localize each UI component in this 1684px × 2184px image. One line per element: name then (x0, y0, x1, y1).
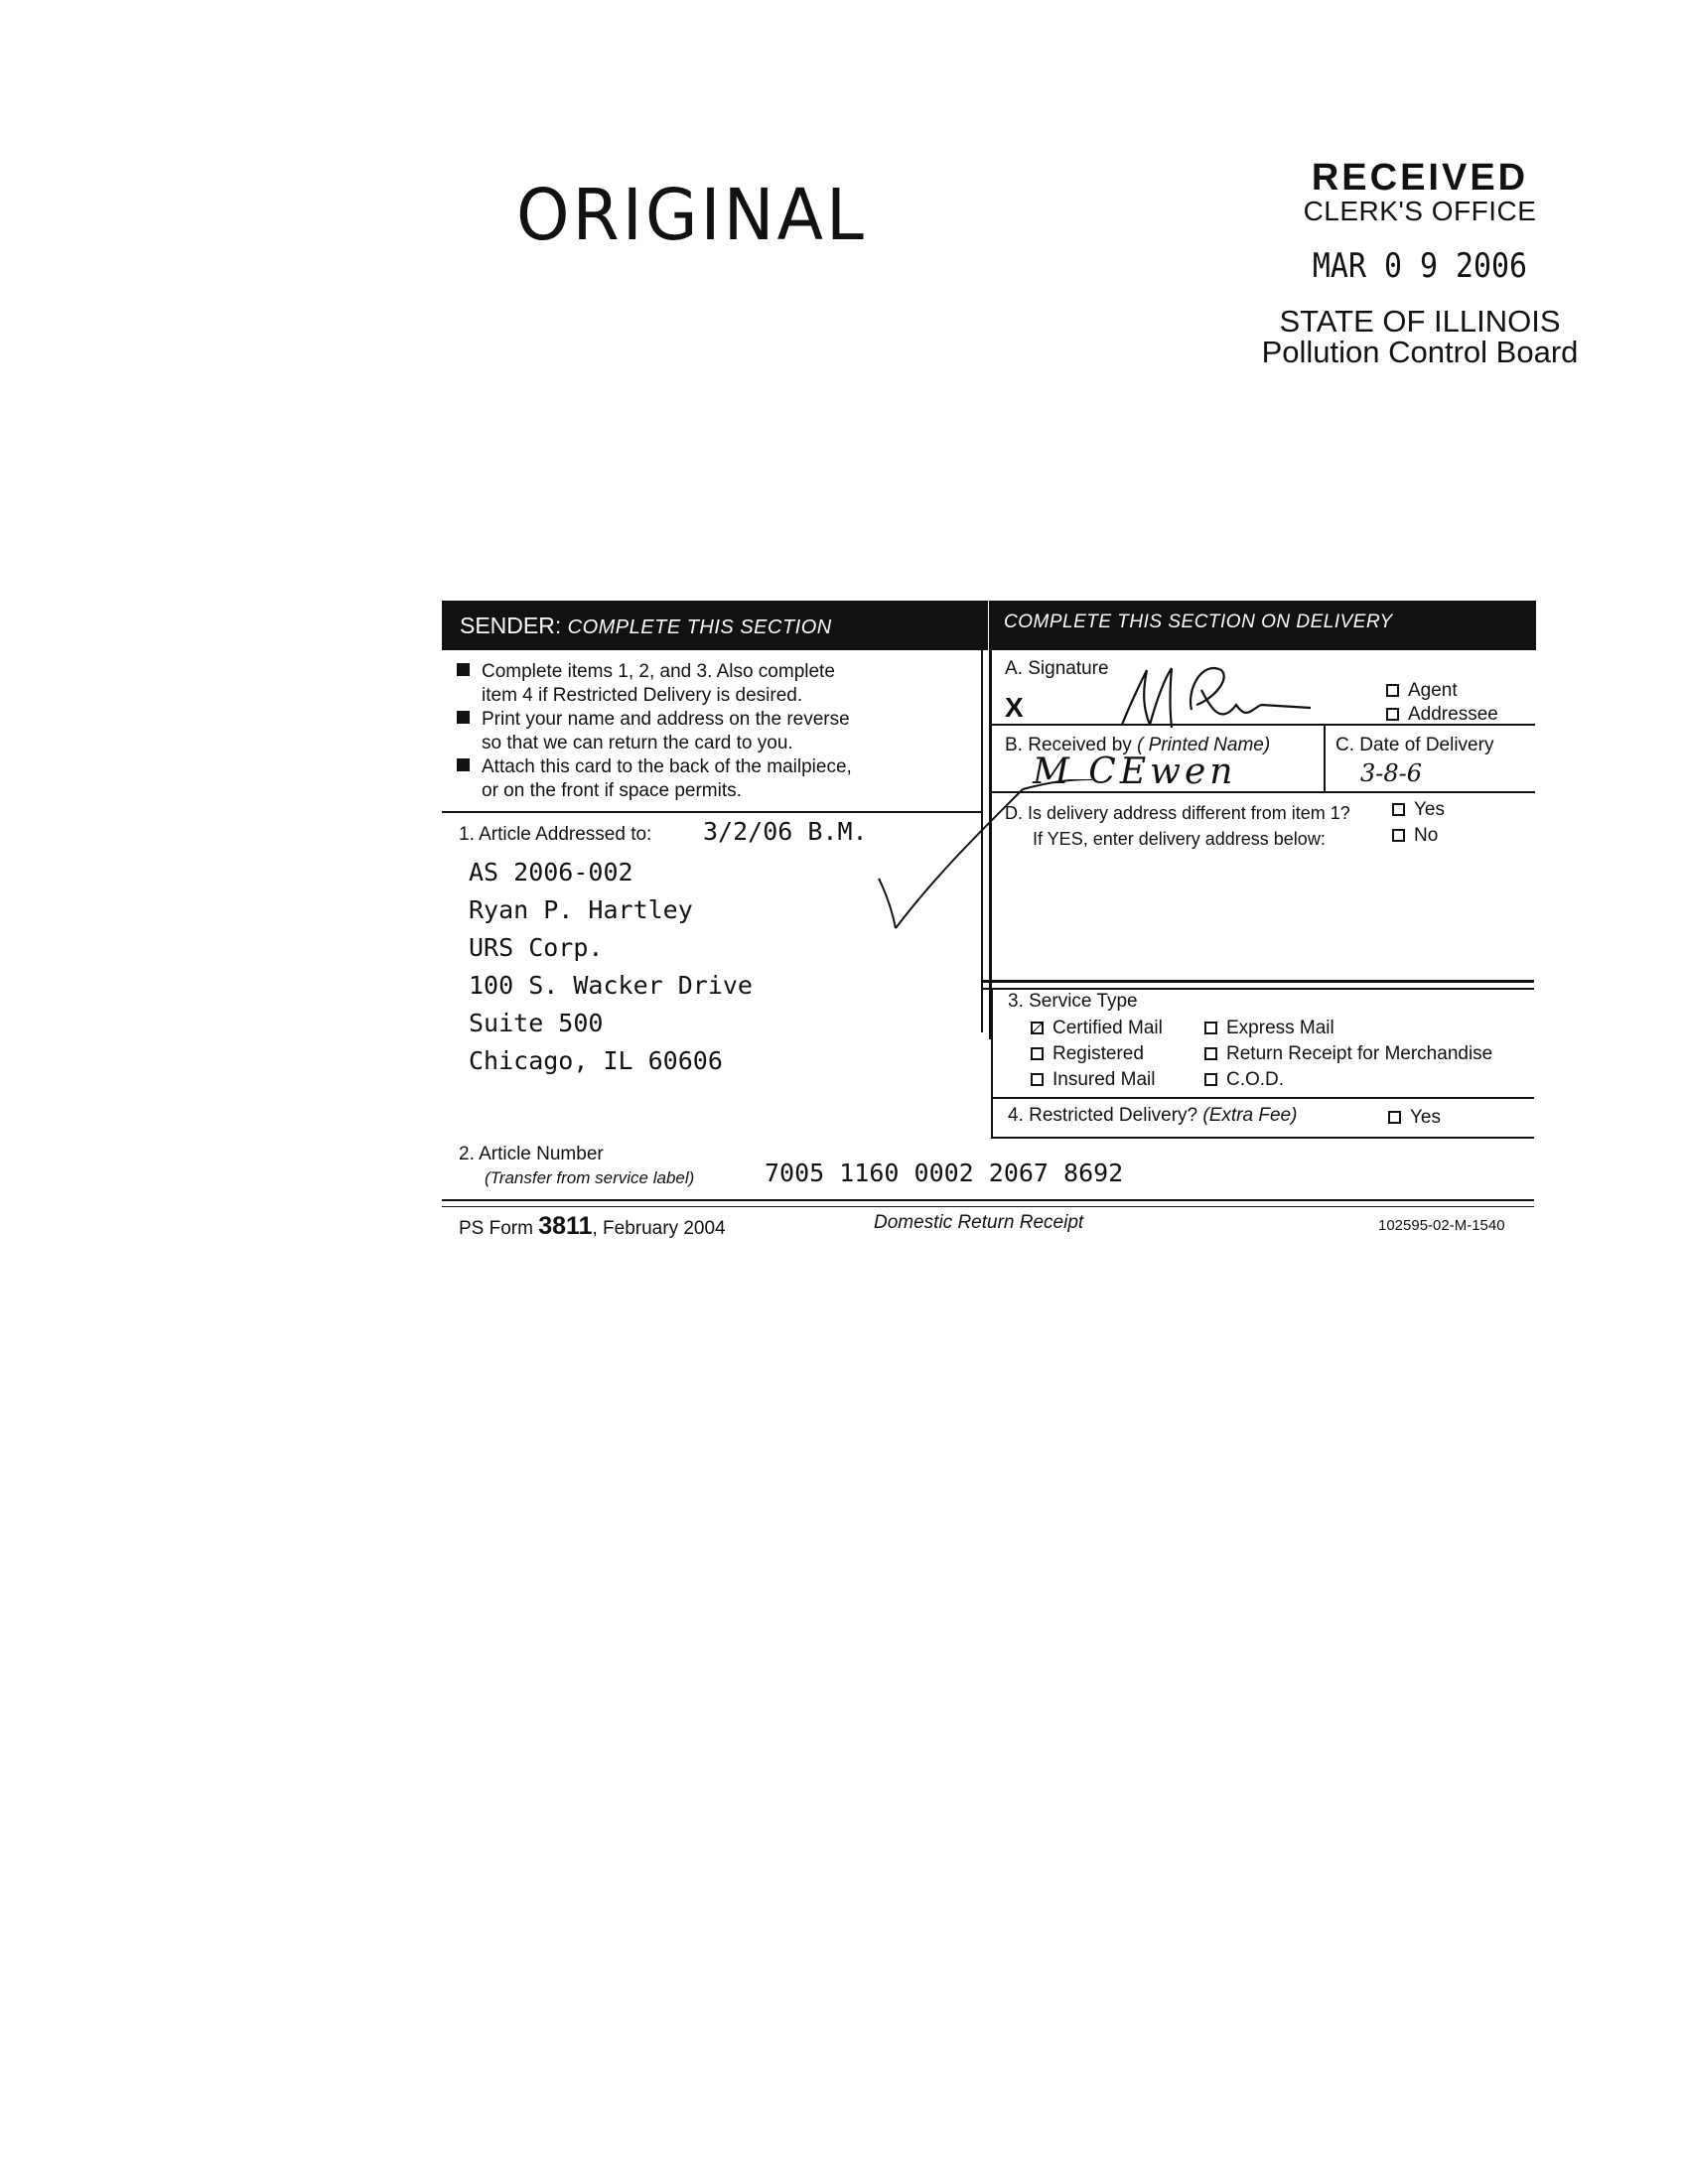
instruction-2: Print your name and address on the reverse (457, 708, 852, 732)
restricted-divider (993, 1137, 1534, 1139)
sender-heading-lead: SENDER: (460, 613, 562, 638)
checkbox-icon (1204, 1022, 1217, 1034)
checkbox-icon (1392, 829, 1405, 842)
checkbox-icon (1388, 1111, 1401, 1124)
checkbox-icon (1386, 684, 1399, 697)
sender-instructions (457, 660, 852, 803)
address-block (469, 854, 753, 1080)
checkbox-icon (1386, 708, 1399, 721)
checked-checkbox-icon (1031, 1022, 1044, 1034)
express-mail-option[interactable]: Express Mail (1204, 1018, 1334, 1039)
checkbox-icon (1204, 1073, 1217, 1086)
agent-option[interactable]: Agent (1386, 680, 1458, 702)
stamp-date: MAR 0 9 2006 (1312, 246, 1528, 286)
stamp-office: CLERK'S OFFICE (1303, 196, 1537, 226)
received-by-label: B. Received by ( Printed Name) (1005, 735, 1271, 755)
stamp-received: RECEIVED (1311, 157, 1529, 199)
address-line: 100 S. Wacker Drive (469, 971, 753, 1000)
form-code: 102595-02-M-1540 (1378, 1217, 1505, 1234)
article-number-sublabel: (Transfer from service label) (485, 1168, 695, 1187)
service-divider (993, 1097, 1534, 1099)
date-of-delivery-label: C. Date of Delivery (1335, 735, 1494, 755)
date-divider (1324, 724, 1326, 791)
certified-mail-option[interactable]: Certified Mail (1031, 1018, 1163, 1039)
sender-heading-rest: COMPLETE THIS SECTION (567, 616, 832, 638)
received-stamp (1231, 159, 1609, 367)
stamp-board: Pollution Control Board (1261, 335, 1579, 369)
article-divider (442, 1199, 1534, 1201)
checkmark-stroke (874, 779, 1152, 978)
d-ifyes: If YES, enter delivery address below: (1033, 829, 1326, 849)
restricted-yes-option[interactable]: Yes (1388, 1107, 1441, 1129)
form-title: Domestic Return Receipt (874, 1212, 1084, 1233)
d-no-option[interactable]: No (1392, 825, 1438, 847)
d-divider-2 (983, 988, 1534, 990)
checkbox-icon (1031, 1073, 1044, 1086)
instruction-3b: or on the front if space permits. (482, 780, 742, 801)
article-note: 3/2/06 B.M. (703, 817, 868, 846)
signature-label: A. Signature (1005, 658, 1109, 679)
article-number-label: 2. Article Number (459, 1144, 604, 1164)
right-edge (1533, 601, 1536, 650)
original-stamp: ORIGINAL (516, 175, 867, 257)
date-of-delivery-value: 3-8-6 (1360, 759, 1423, 787)
registered-option[interactable]: Registered (1031, 1043, 1144, 1065)
received-by-value: M CEwen (1033, 751, 1237, 792)
return-receipt-option[interactable]: Return Receipt for Merchandise (1204, 1043, 1492, 1065)
service-left-line (991, 990, 993, 1139)
stamp-state: STATE OF ILLINOIS (1279, 304, 1561, 339)
sender-heading (442, 601, 988, 650)
instruction-3: Attach this card to the back of the mailpiece, (457, 755, 852, 779)
return-receipt-card (437, 601, 1534, 1266)
signature-x: X (1005, 692, 1024, 723)
instruction-2b: so that we can return the card to you. (482, 733, 793, 753)
address-line: Ryan P. Hartley (469, 895, 693, 924)
signature-scribble (1072, 650, 1430, 730)
instruction-1b: item 4 if Restricted Delivery is desired. (482, 685, 803, 706)
d-yes-option[interactable]: Yes (1392, 799, 1445, 821)
address-line: AS 2006-002 (469, 858, 633, 887)
restricted-delivery-label: 4. Restricted Delivery? (Extra Fee) (1008, 1105, 1298, 1126)
checkbox-icon (1204, 1047, 1217, 1060)
d-question: D. Is delivery address different from item 1? (1005, 803, 1350, 823)
checkbox-icon (1031, 1047, 1044, 1060)
article-addressed-label: 1. Article Addressed to: (459, 824, 652, 845)
checkbox-icon (1392, 803, 1405, 816)
article-divider-2 (442, 1206, 1534, 1207)
d-divider (983, 980, 1534, 983)
instruction-1: Complete items 1, 2, and 3. Also complete (457, 660, 852, 684)
article-number-value: 7005 1160 0002 2067 8692 (765, 1159, 1124, 1187)
address-line: Chicago, IL 60606 (469, 1046, 723, 1075)
service-type-label: 3. Service Type (1008, 991, 1138, 1012)
delivery-heading: COMPLETE THIS SECTION ON DELIVERY (989, 601, 1533, 650)
addressee-option[interactable]: Addressee (1386, 704, 1498, 726)
insured-mail-option[interactable]: Insured Mail (1031, 1069, 1156, 1091)
form-name: PS Form 3811, February 2004 (459, 1212, 726, 1240)
address-line: URS Corp. (469, 933, 604, 962)
address-line: Suite 500 (469, 1009, 604, 1037)
cod-option[interactable]: C.O.D. (1204, 1069, 1284, 1091)
